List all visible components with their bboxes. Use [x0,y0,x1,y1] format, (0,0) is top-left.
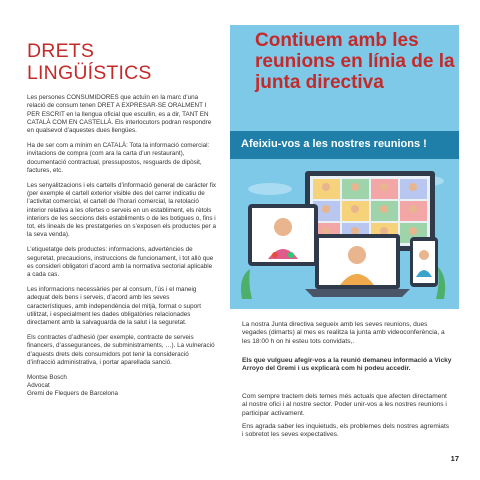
left-signature: Montse Bosch Advocat Gremi de Flequers de Barcelona [27,373,119,398]
left-paragraph-2: Ha de ser com a mínim en CATALÀ: Tota la informació comercial: invitacions de compra (com ara la carta d’un restaurant), documentació contractual, pressupostos, resguards de dipòsit, factures, etc. [27,141,210,174]
left-paragraph-5: Les informacions necessàries per al consum, l’ús i el maneig adequat dels bens i serveis, d’acord amb les seves característiques, amb independència del mitjà, format o suport utilitzat, i especialment les dades obligatòries relacionades directament amb la salvaguarda de la salut i la seguretat. [27,285,201,327]
invite-band [230,131,459,159]
left-column [27,40,217,405]
right-paragraph-4: Ens agrada saber les inquietuds, els problemes dels nostres agremiats i sobretot les seves expectatives. [242,423,450,439]
left-paragraph-1: Les persones CONSUMIDORES que actuïn en la marc d’una relació de consum tenen DRET A EXPRESAR-SE ORALMENT I PER ESCRIT en la llengua oficial que escullin, es a dir, TANT EN CATALÀ COM EN CASTELLÀ. Els interlocutors podran respondre en qualsevol d’aquestes dues llengües. [27,94,212,135]
right-panel [230,25,459,465]
tablet-icon [248,204,318,266]
right-paragraph-2: Els que vulgueu afegir-vos a la reunió demaneu informació a Vicky Arroyo del Gremi i us explicarà com hi podeu accedir. [242,357,452,373]
phone-icon [410,237,438,287]
right-paragraph-1: La nostra Junta directiva segueix amb les seves reunions, dues vegades (dimarts) al mes es realitza la junta amb videoconferència, a les 18:00 h on hi esteu tots convidats,. [242,321,445,345]
invite-band-text: Afeixiu-vos a les nostres reunions ! [241,138,427,150]
right-body [230,309,459,465]
right-title: Contiuem amb les reunions en línia de la junta directiva [255,30,455,93]
left-paragraph-3: Les senyalitzacions i els cartells d’informació general de caràcter fix (per exemple el cartell exterior visible des del carrer indicatiu de l’activitat comercial, el cartell de l’horari comercial, la retolació interior relativa a les ofertes o serveis en un establiment, els rètols interiors de les seccions dels establiments o de les botigues o, fins i tot, els lineals de les prestatgeries on s’exposen els productes per a la seva venda). [27,181,217,239]
laptop-icon [305,234,410,297]
left-title: DRETS LINGÜÍSTICS [27,40,152,84]
left-paragraph-4: L’etiquetatge dels productes: informacions, advertències de seguretat, precaucions, instruccions de funcionament, i tot allò que es consideri obligatori d’acord amb la normativa sectorial aplicable a cada cas. [27,246,214,279]
left-paragraph-6: Els contractes d’adhesió (per exemple, contracte de serveis financers, d’assegurances, de subministraments, …). La vulneració d’aquests drets dels consumidors pot tenir la consideració d’infracció administrativa, i portar aparellada sanció. [27,333,215,366]
videoconference-illustration [230,159,459,309]
right-paragraph-3: Com sempre tractem dels temes més actuals que afecten directament al nostre ofici i al nostre sector. Poder unir-vos a les nostres reunions i participar activament. [242,393,447,417]
page-number: 17 [450,454,459,463]
